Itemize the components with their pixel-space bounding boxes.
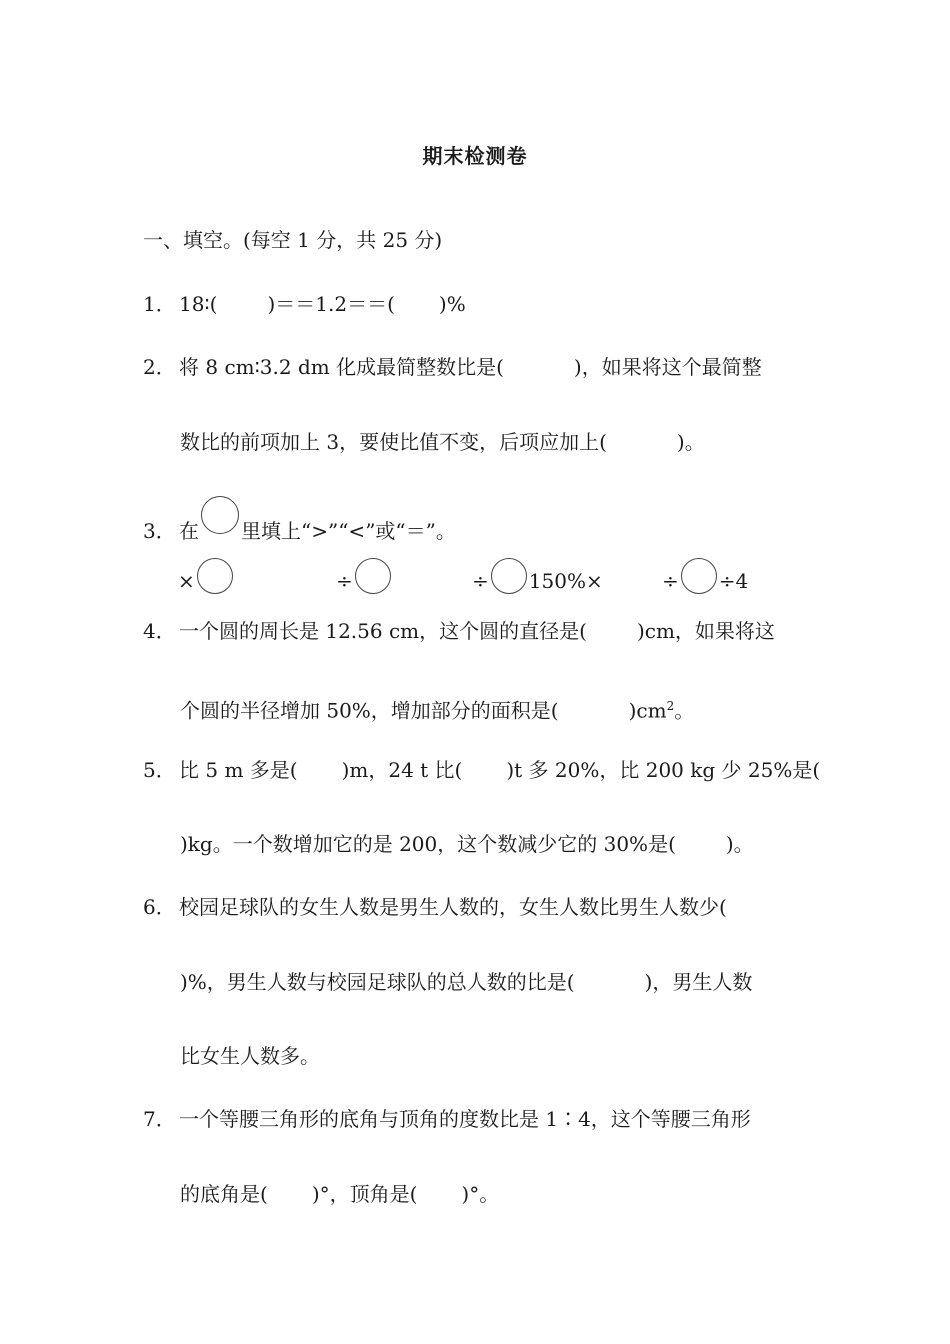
section-heading: 一、填空。(每空 1 分，共 25 分) [143,228,443,252]
question-1: 1． 18∶( )＝＝1.2＝＝( )% [143,292,466,316]
page-title: 期末检测卷 [422,144,528,168]
question-3: 3． 在 里填上“>”“<”或“＝”。 [143,496,456,545]
question-number: 1． [143,292,176,316]
question-6-line-2: )%，男生人数与校园足球队的总人数的比是( )，男生人数 [180,970,753,994]
compare-circle-icon[interactable] [197,558,233,594]
question-7-line-2: 的底角是( )°，顶角是( )°。 [180,1182,500,1206]
question-2-line-2: 数比的前项加上 3，要使比值不变，后项应加上( )。 [180,430,705,454]
compare-circle-icon[interactable] [681,558,717,594]
compare-circle-icon [201,496,239,534]
compare-circle-icon[interactable] [355,558,391,594]
question-4-line-1: 4． 一个圆的周长是 12.56 cm，这个圆的直径是( )cm，如果将这 [143,619,775,643]
question-4-line-2: 个圆的半径增加 50%，增加部分的面积是( )$cm^2$。 [180,698,695,723]
question-number: 5． [143,758,176,782]
question-6-line-1: 6． 校园足球队的女生人数是男生人数的，女生人数比男生人数少( [143,895,727,919]
question-3-expr-1: × [178,558,235,595]
question-number: 6． [143,895,176,919]
question-3-expr-3: ÷ 150%× [472,558,603,595]
question-number: 4． [143,619,176,643]
question-number: 3． [143,519,176,543]
question-3-expr-2: ÷ [336,558,393,595]
question-number: 2． [143,355,176,379]
question-7-line-1: 7． 一个等腰三角形的底角与顶角的度数比是 1∶4，这个等腰三角形 [143,1107,751,1131]
question-5-line-1: 5． 比 5 m 多是( )m，24 t 比( )t 多 20%，比 200 kg 少 25%是( [143,758,821,782]
question-5-line-2: )kg。一个数增加它的是 200，这个数减少它的 30%是( )。 [180,832,754,856]
question-2-line-1: 2． 将 8 cm∶3.2 dm 化成最简整数比是( )，如果将这个最简整 [143,355,762,379]
question-3-expr-4: ÷ ÷4 [662,558,748,595]
question-number: 7． [143,1107,176,1131]
compare-circle-icon[interactable] [491,558,527,594]
question-6-line-3: 比女生人数多。 [180,1044,320,1068]
